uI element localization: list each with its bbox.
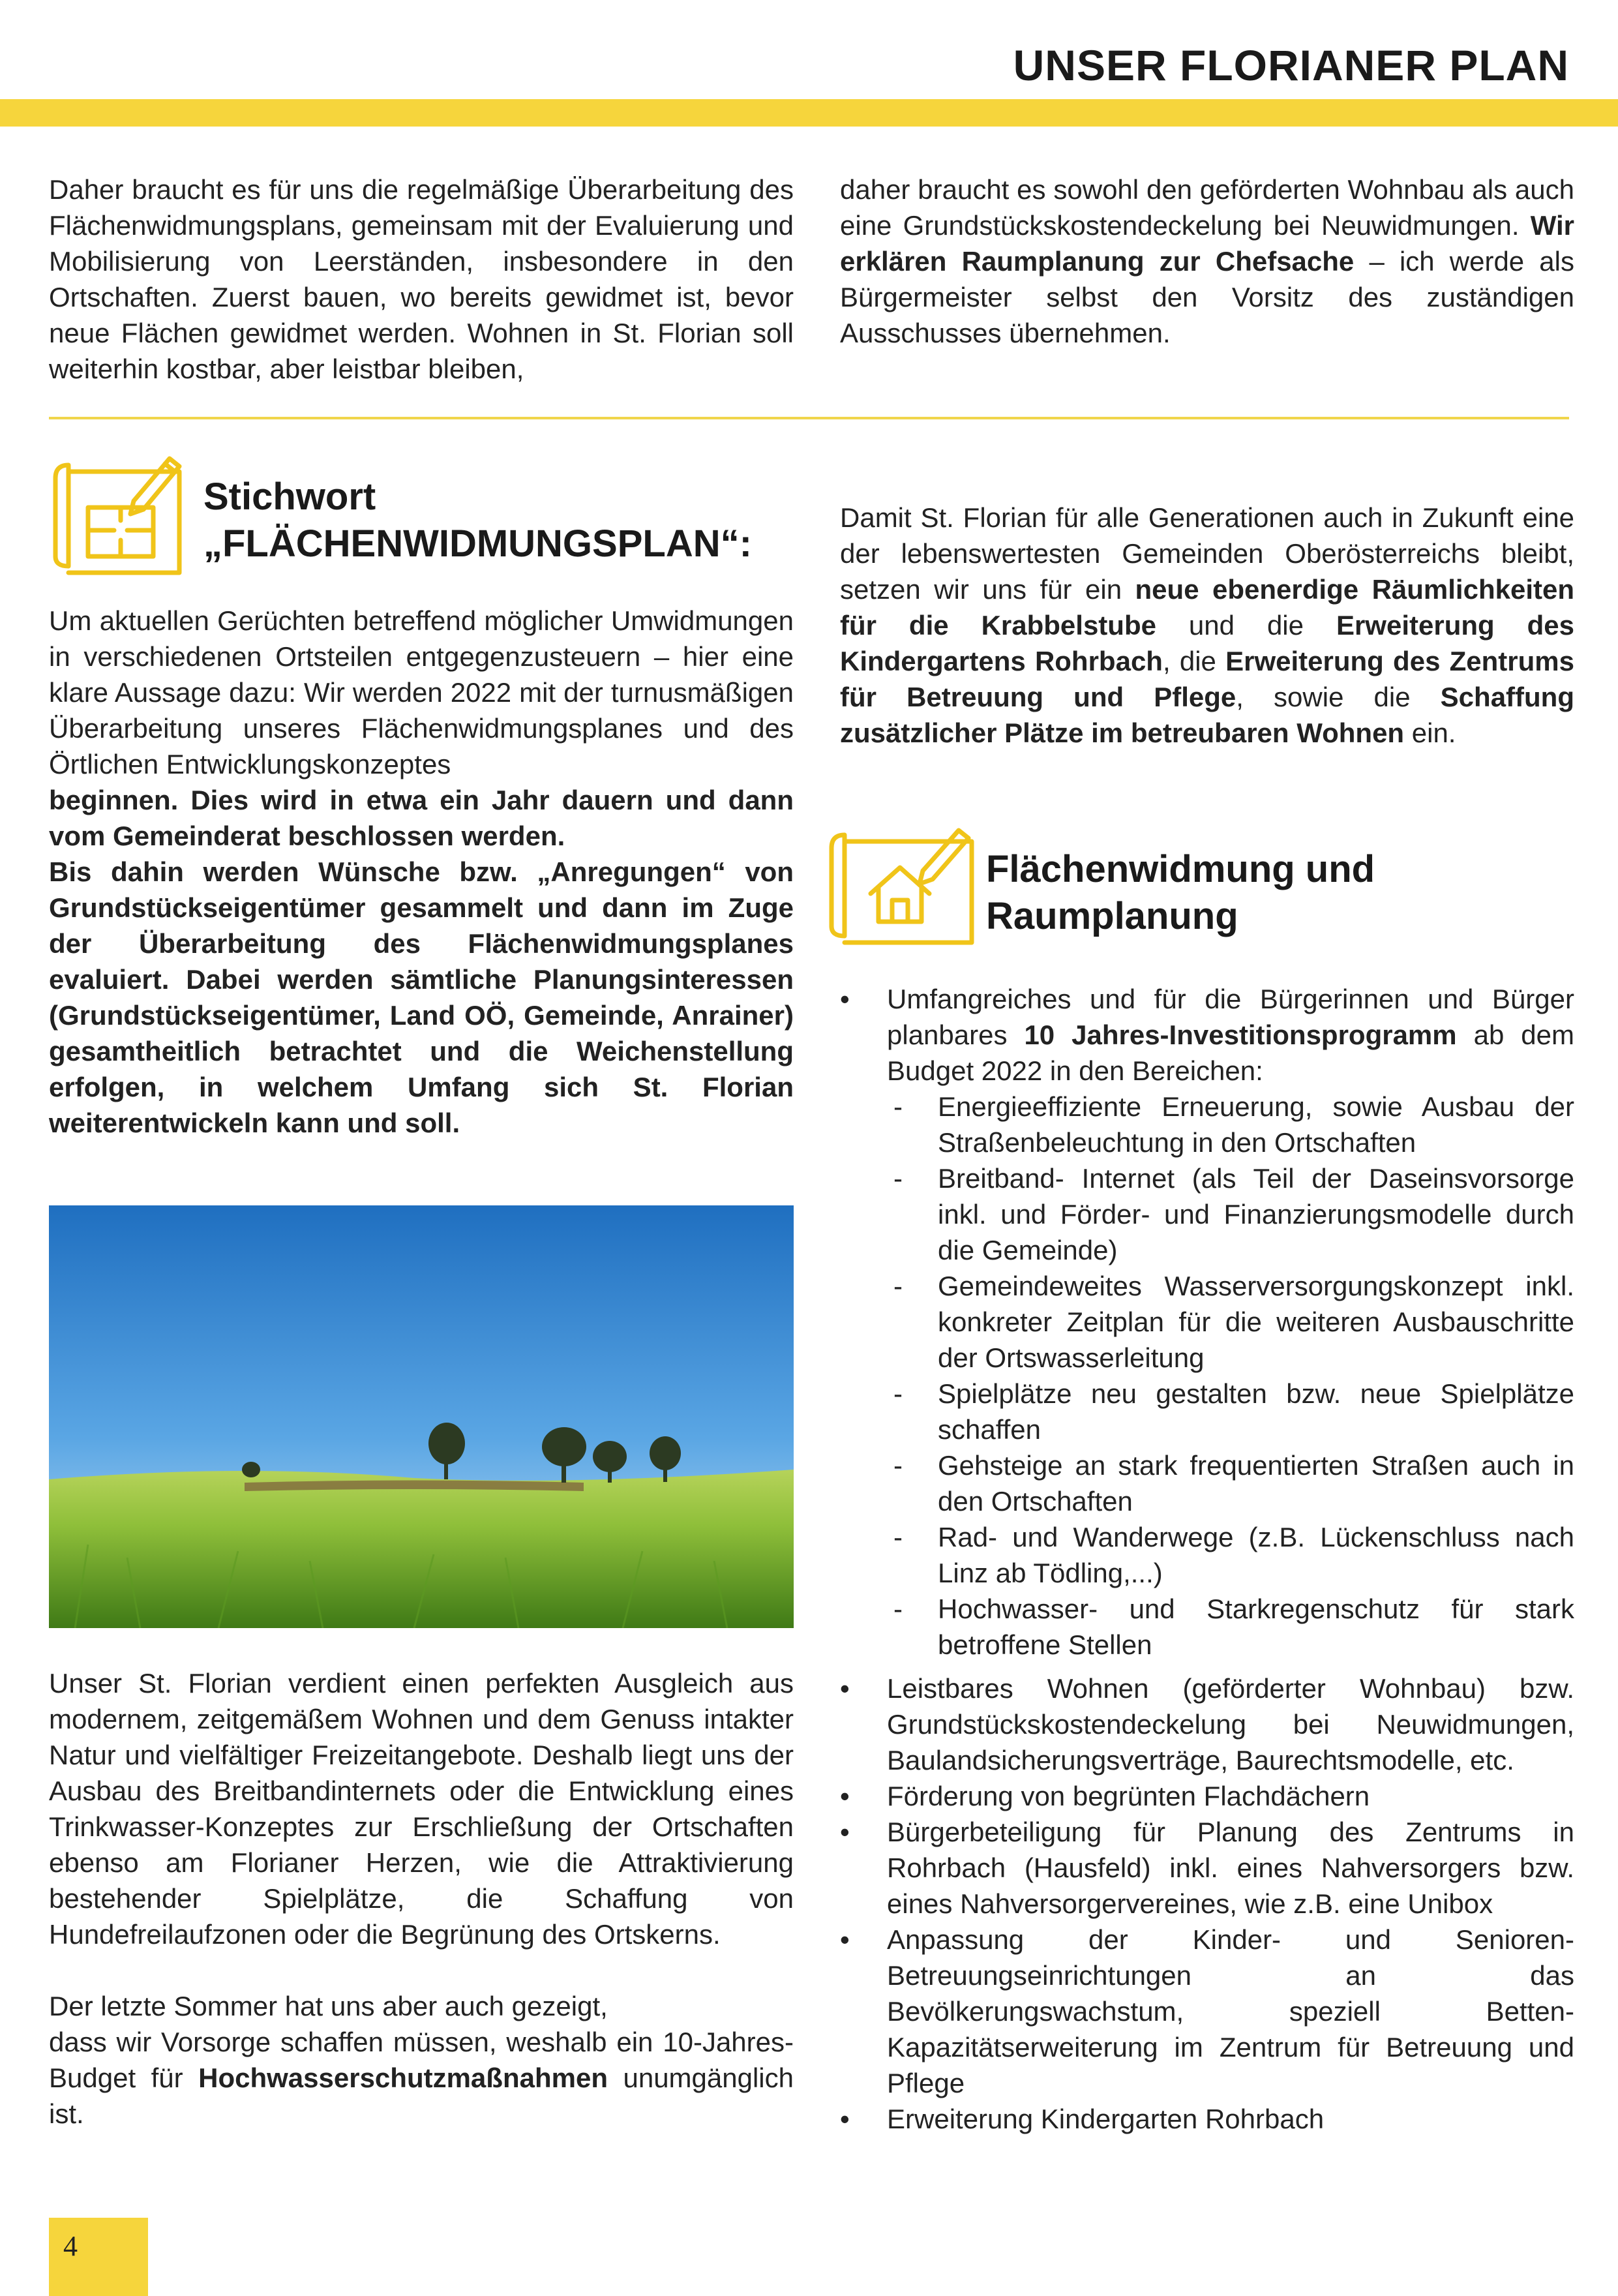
stichwort-heading-line1: Stichwort (203, 476, 376, 518)
intro-right-bold: Wir erklären Raumplanung zur Chefsache (840, 210, 1574, 277)
blueprint-pencil-icon (49, 452, 186, 582)
sub-list-item: - Gemeindeweites Wasserversorgungskonzept inkl. konkreter Zeitplan für die weiteren Ausbauschritte der Ortswasserleitung (887, 1268, 1574, 1376)
right-top-text-2: und die (1156, 610, 1336, 641)
right-top-text-1: Damit St. Florian für alle Generationen auch in Zukunft eine der lebenswertesten Gemeinden Oberösterreichs bleibt, setzen wir uns für ein (840, 502, 1574, 605)
list-item: • Anpassung der Kinder- und Senioren- Betreuungseinrichtungen an das Bevölkerungswachstum, speziell Betten-Kapazitätserweiterung im Zentrum für Betreuung und Pflege (840, 1922, 1574, 2101)
list-item: • Leistbares Wohnen (geförderter Wohnbau) bzw. Grundstückskostendeckelung bei Neuwidmungen, Baulandsicherungsverträge, Baurechtsmodelle, etc. (840, 1670, 1574, 1778)
raumplanung-heading-line2: Raumplanung (986, 895, 1238, 937)
intro-left-paragraph: Daher braucht es für uns die regelmäßige Überarbeitung des Flächenwidmungsplans, gemeinsam mit der Evaluierung und Mobilisierung von Leerständen, insbesondere in den Ortschaften. Zuerst bauen, wo bereits gewidmet ist, bevor neue Flächen gewidmet werden. Wohnen in St. Florian soll weiterhin kostbar, aber leistbar bleiben, (49, 174, 794, 384)
lower-left-bold: Hochwasserschutzmaßnahmen (198, 2062, 608, 2093)
intro-right-paragraph (840, 172, 1574, 351)
sub-list-item: - Energieeffiziente Erneuerung, sowie Ausbau der Straßenbeleuchtung in den Ortschaften (887, 1089, 1574, 1160)
page-number: 4 (63, 2230, 78, 2262)
lower-left-text-b: dass wir Vorsorge schaffen müssen, weshalb ein 10-Jahres-Budget für (49, 2027, 794, 2093)
bullet1-bold: 10 Jahres-Investitionsprogramm (1024, 1020, 1457, 1050)
sub-list-item: - Spielplätze neu gestalten bzw. neue Spielplätze schaffen (887, 1376, 1574, 1447)
bullet1-text-a: Umfangreiches und für die Bürgerinnen und Bürger planbares (887, 984, 1574, 1050)
sub-list-item: - Hochwasser- und Starkregenschutz für stark betroffene Stellen (887, 1591, 1574, 1663)
right-top-text-4: , sowie die (1236, 682, 1441, 712)
right-top-bold-4: Schaffung zusätzlicher Plätze im betreubaren Wohnen (840, 682, 1574, 748)
list-item: • Erweiterung Kindergarten Rohrbach (840, 2101, 1574, 2137)
meadow-landscape-photo (49, 1205, 794, 1628)
intro-right-text-a: daher braucht es sowohl den geförderten Wohnbau als auch eine Grundstückskostendeckelung bei Neuwidmungen. (840, 174, 1574, 241)
stichwort-heading-line2: „FLÄCHENWIDMUNGSPLAN“: (203, 522, 752, 565)
bullet1-text-b: ab dem Budget 2022 in den Bereichen: (887, 1020, 1574, 1086)
sub-list-item: - Rad- und Wanderwege (z.B. Lückenschluss nach Linz ab Tödling,...) (887, 1519, 1574, 1591)
raumplanung-list (840, 981, 1574, 2137)
raumplanung-heading-line1: Flächenwidmung und (986, 848, 1375, 890)
right-top-text-5: ein. (1404, 718, 1456, 748)
house-blueprint-icon (825, 825, 981, 952)
stichwort-body (49, 603, 794, 1141)
lower-left-paragraph-2a: Der letzte Sommer hat uns aber auch gezeigt, (49, 1991, 608, 2021)
header-accent-bar (0, 99, 1618, 127)
lower-left-paragraph-1: Unser St. Florian verdient einen perfekten Ausgleich aus modernem, zeitgemäßem Wohnen und dem Genuss intakter Natur und vielfältiger Freizeitangebote. Deshalb liegt uns der Ausbau des Breitbandinternets oder die Entwicklung eines Trinkwasser-Konzeptes zur Erschließung der Ortschaften ebenso am Florianer Herzen, wie die Attraktivierung bestehender Spielplätze, die Schaffung von Hundefreilaufzonen oder die Begrünung des Ortskerns. (49, 1668, 794, 1950)
raumplanung-heading (986, 846, 1375, 940)
right-top-bold-3: Erweiterung des Zentrums für Betreuung und Pflege (840, 646, 1574, 712)
lower-left-body (49, 1665, 794, 2132)
sub-list-item: - Breitband- Internet (als Teil der Daseinsvorsorge inkl. und Förder- und Finanzierungsmodelle durch die Gemeinde) (887, 1160, 1574, 1268)
intro-right-text-c: – ich werde als Bürgermeister selbst den Vorsitz des zuständigen Ausschusses übernehmen. (840, 246, 1574, 348)
lower-left-paragraph-2b (49, 2024, 794, 2132)
stichwort-heading (203, 474, 752, 567)
right-top-bold-1: neue ebenerdige Räumlichkeiten für die Krabbelstube (840, 574, 1574, 641)
list-item (840, 981, 1574, 1663)
sub-list-item: - Gehsteige an stark frequentierten Straßen auch in den Ortschaften (887, 1447, 1574, 1519)
list-item: • Bürgerbeteiligung für Planung des Zentrums in Rohrbach (Hausfeld) inkl. eines Nahversorgers bzw. eines Nahversorgervereines, wie z.B. eine Unibox (840, 1814, 1574, 1922)
list-item: • Förderung von begrünten Flachdächern (840, 1778, 1574, 1814)
page-header-title: UNSER FLORIANER PLAN (1013, 41, 1569, 89)
section-divider (49, 417, 1569, 419)
stichwort-paragraph-2: beginnen. Dies wird in etwa ein Jahr dauern und dann vom Gemeinderat beschlossen werden. (49, 785, 794, 851)
right-top-text-3: , die (1162, 646, 1226, 676)
right-top-bold-2: Erweiterung des Kindergartens Rohrbach (840, 610, 1574, 676)
stichwort-paragraph-1: Um aktuellen Gerüchten betreffend möglicher Umwidmungen in verschiedenen Ortsteilen entgegenzusteuern – hier eine klare Aussage dazu: Wir werden 2022 mit der turnusmäßigen Überarbeitung unseres Flächenwidmungsplanes und des Örtlichen Entwicklungskonzeptes (49, 605, 794, 779)
stichwort-paragraph-3: Bis dahin werden Wünsche bzw. „Anregungen“ von Grundstückseigentümer gesammelt und dann im Zuge der Überarbeitung des Flächenwidmungsplanes evaluiert. Dabei werden sämtliche Planungsinteressen (Grundstückseigentümer, Land OÖ, Gemeinde, Anrainer) gesamtheitlich betrachtet und die Weichenstellung erfolgen, in welchem Umfang sich St. Florian weiterentwickeln kann und soll. (49, 856, 794, 1138)
lower-left-text-c: unumgänglich ist. (49, 2062, 794, 2129)
right-top-paragraph (840, 500, 1574, 751)
